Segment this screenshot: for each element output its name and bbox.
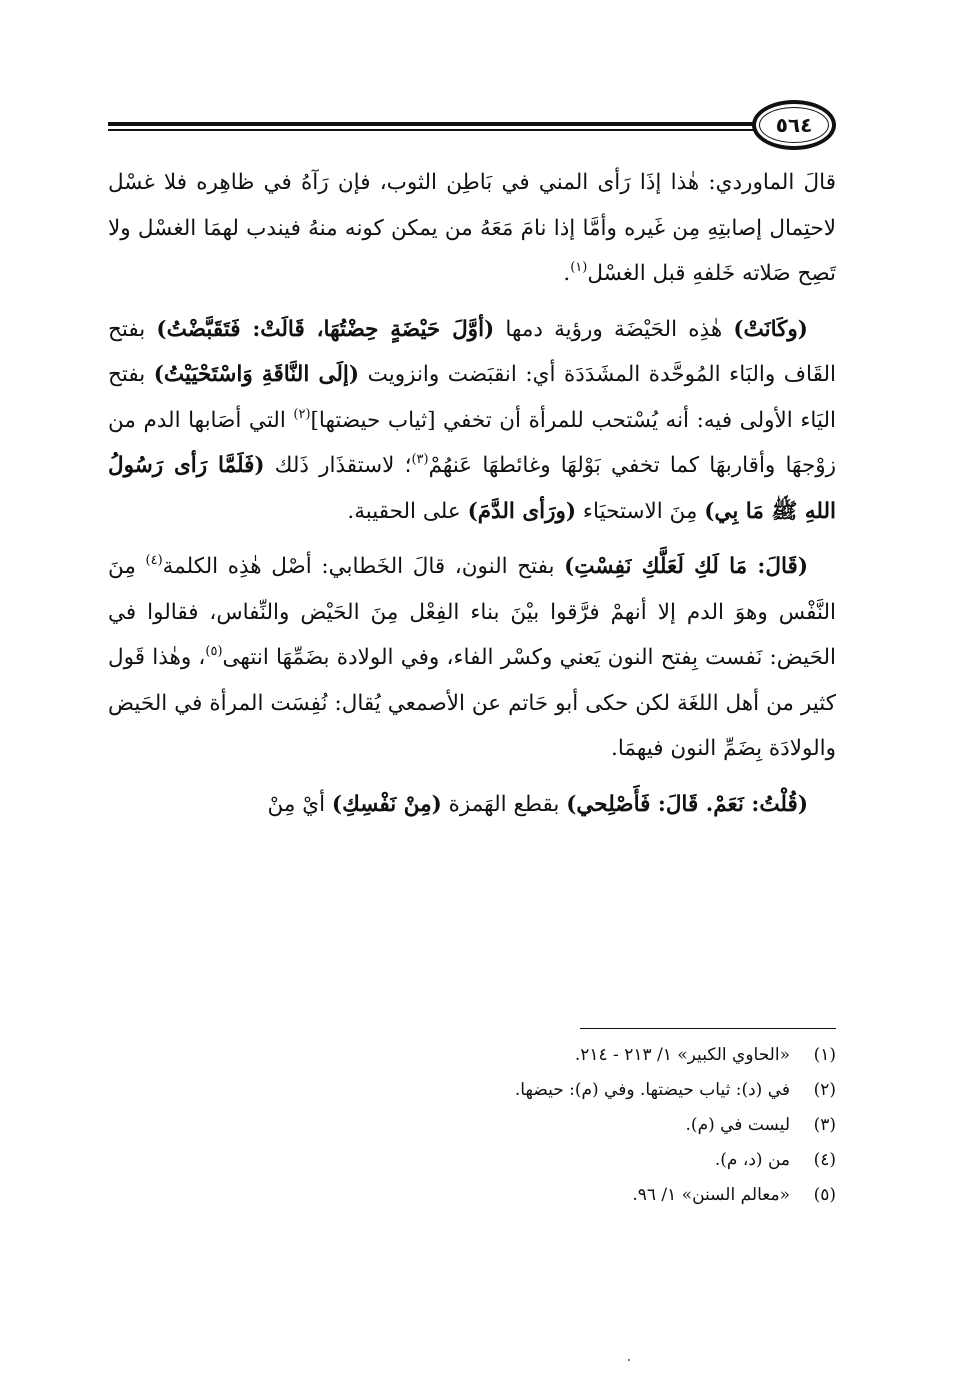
footnote-separator [580,1028,836,1029]
footnote-number: (٥) [813,1185,836,1205]
footnote-1 [108,1038,836,1073]
quote-text: (إلَى النَّاقَةِ وَاسْتَحْيَيْتُ) [153,362,360,387]
page-header [108,100,836,152]
commentary-text: بفتح القَاف والبَاء المُوحَّدة المشَدَدَة أي: انقبَضت وانزويت [108,316,836,387]
commentary-text: بفتح اليَاء الأولى فيه: أنه يُسْتحب للمرأة أن تخفي [ثياب حيضتها] [108,362,836,433]
footnote-5 [108,1178,836,1213]
main-text [108,160,836,996]
quote-text: (فَلَمَّا رَأى رَسُولُ اللهِ ﷺ مَا بِي) [108,453,836,524]
footnote-text: في (د): ثياب حيضتها. وفي (م): حيضها. [514,1080,790,1100]
footnote-text: من (د، م). [714,1150,790,1170]
commentary-text: مِنَ النَّفْس وهوَ الدم إلا أنهمْ فرَّقوا بيْنَ بناء الفِعْل مِنَ الحَيْض والنِّفاس، فقالوا في الحَيض: نَفست بِفتح النون يَعني وكسْر الفاء، وفي الولادة بضَمِّهَا انتهى [108,554,837,670]
quote-text: (أوَّلَ حَيْضَةٍ حِضْتُهَا، قَالَتْ: فَتَقَبَّضْتُ) [156,316,495,342]
page-number-badge [752,100,836,150]
footnotes [108,1038,836,1213]
commentary-text: مِنَ الاستحيَاء [576,498,705,524]
header-rule-thin [108,129,760,131]
commentary-text: ، وهٰذا قَول كثير من أهل اللغَة لكن حكى أبو حَاتم عن الأصمعي يُقال: نُفِسَت المرأة في الحَيض والولادَة بِضَمِّ النون فيهمَا. [108,645,836,761]
page-number: ٥٦٤ [775,113,813,137]
commentary-text: أيْ مِنْ [267,791,332,817]
paragraph-1-text: قالَ الماوردي: هٰذا إذَا رَأى المني في بَاطِن الثوب، فإن رَآهُ في ظاهِره فلا غسْل لاحتِمال إصابتِهِ مِن غَيره وأمَّا إذا نامَ مَعَهُ من يمكن كونه منهُ فيندب لهمَا الغسْل ولا تَصِح صَلاته خَلفهِ قبل الغسْل [108,170,836,286]
paragraph-1 [108,160,836,297]
quote-text: (ورَأى الدَّمَ) [467,498,577,524]
commentary-text: التي أصَابها الدم من زوْجهَا وأقاربهَا كما تخفي بَوْلهَا وغائطهَا عَنهُمْ [108,407,836,478]
footnote-3 [108,1108,836,1143]
commentary-text: بفتح النون، قالَ الخَطابي: أصْل هٰذِه الكلمة [162,554,565,579]
footnote-ref-4: (٤) [145,553,163,568]
quote-text: (مِنْ نَفْسِكِ) [331,791,442,817]
paragraph-1-end: . [563,261,571,286]
footnote-4 [108,1143,836,1178]
quote-text: (قَالَ: مَا لَكِ لَعَلَّكِ نَفِسْتِ) [564,554,808,579]
commentary-text: ؛ لاستقذَار ذَلك [264,453,412,478]
footnote-text: «معالم السنن» ١/ ٩٦. [632,1185,790,1205]
paragraph-4 [108,782,836,828]
footnote-ref-3: (٣) [411,452,429,467]
footnote-number: (٤) [813,1150,836,1170]
footnote-2 [108,1073,836,1108]
footnote-number: (٣) [813,1115,836,1135]
commentary-text: هٰذِه الحَيْضَة ورؤية دمها [494,316,734,342]
scan-speck [628,1359,630,1361]
footnote-ref-5: (٥) [205,644,223,659]
commentary-text: على الحقيبة. [347,498,468,524]
footnote-ref-2: (٢) [293,406,311,422]
quote-text: (قُلْتُ: نَعَمْ. قَالَ: فَأَصْلِحي) [566,791,808,817]
footnote-text: «الحاوي الكبير» ١/ ٢١٣ - ٢١٤. [574,1045,790,1065]
paragraph-2 [108,307,836,535]
header-rule-thick [108,122,760,126]
footnote-text: ليست في (م). [685,1115,790,1135]
footnote-ref-1: (١) [570,260,588,275]
footnote-number: (١) [813,1045,836,1065]
commentary-text: بقطع الهَمزة [441,791,567,817]
footnote-number: (٢) [813,1080,836,1100]
quote-text: (وكَانَتْ) [733,316,808,342]
paragraph-3 [108,544,836,772]
